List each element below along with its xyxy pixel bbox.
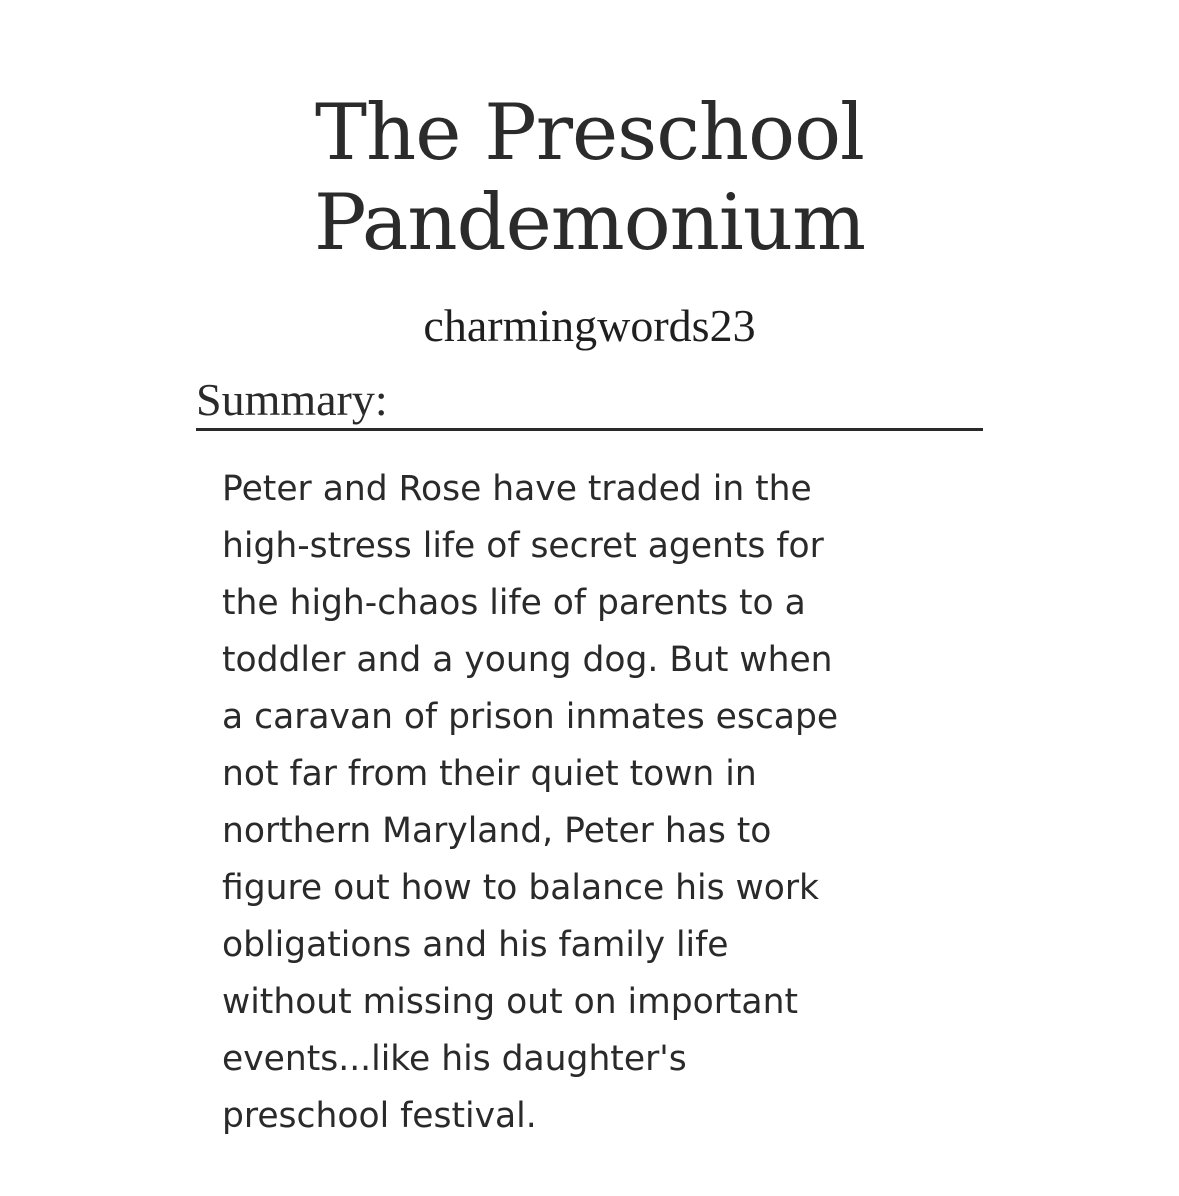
- summary-text: [222, 461, 962, 1145]
- work-title-line-1: The Preschool: [315, 88, 864, 178]
- author-name: charmingwords23: [423, 300, 756, 351]
- summary-heading: Summary:: [196, 372, 983, 431]
- summary-line: northern Maryland, Peter has to: [222, 811, 772, 851]
- summary-line: preschool festival.: [222, 1096, 537, 1136]
- summary-line: not far from their quiet town in: [222, 754, 757, 794]
- summary-line: obligations and his family life: [222, 925, 729, 965]
- summary-line: a caravan of prison inmates escape: [222, 697, 839, 737]
- summary-line: without missing out on important: [222, 982, 798, 1022]
- summary-line: events...like his daughter's: [222, 1039, 687, 1079]
- summary-line: toddler and a young dog. But when: [222, 640, 833, 680]
- summary-line: Peter and Rose have traded in the: [222, 469, 812, 509]
- summary-line: figure out how to balance his work: [222, 868, 820, 908]
- work-title-line-2: Pandemonium: [313, 178, 866, 268]
- summary-line: high-stress life of secret agents for: [222, 526, 824, 566]
- work-title: [0, 88, 1179, 268]
- summary-line: the high-chaos life of parents to a: [222, 583, 806, 623]
